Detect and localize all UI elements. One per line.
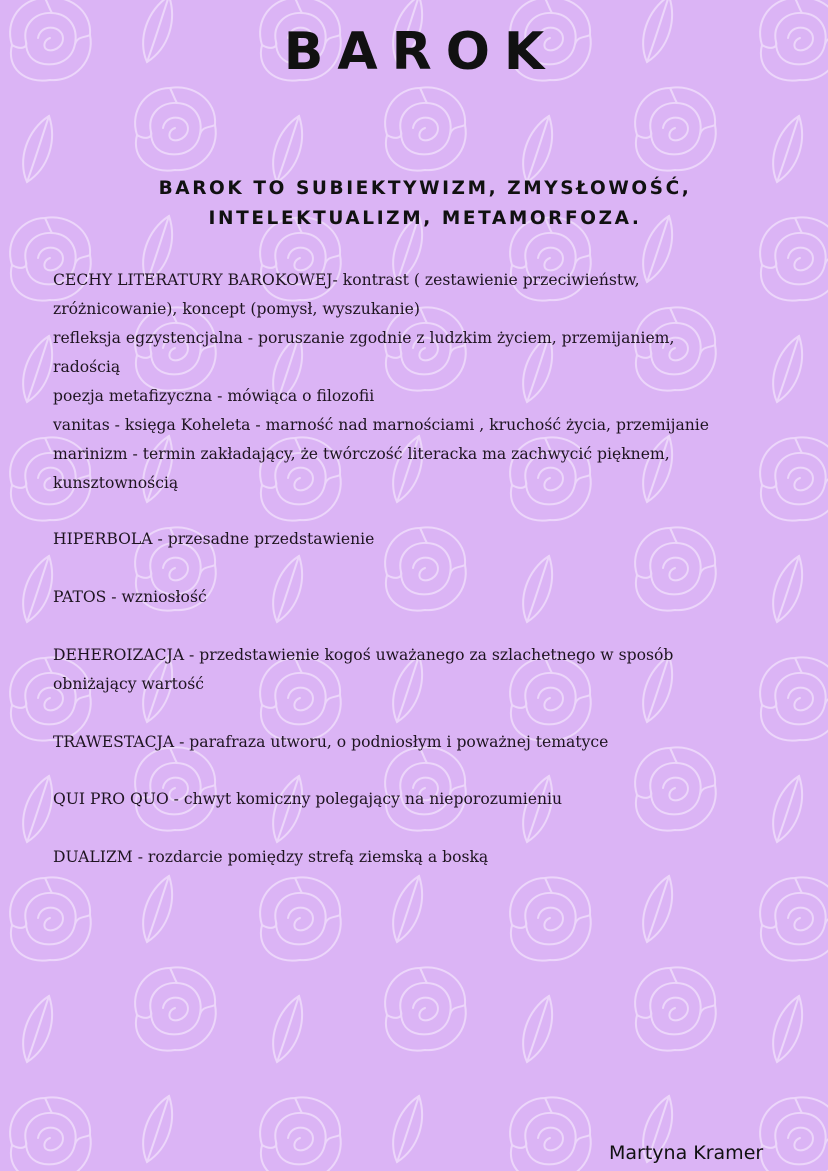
text-line: vanitas - księga Koheleta - marność nad marnościami , kruchość życia, przemijanie: [53, 416, 710, 434]
term-trawestacja: [53, 728, 813, 757]
text-line: TRAWESTACJA - parafraza utworu, o podniosłym i poważnej tematyce: [53, 733, 609, 751]
subtitle-line: BAROK TO SUBIEKTYWIZM, ZMYSŁOWOŚĆ,: [158, 178, 692, 199]
term-qui-pro-quo: [53, 785, 813, 814]
term-hiperbola: [53, 525, 813, 554]
term-patos: [53, 583, 813, 612]
text-line: marinizm - termin zakładający, że twórczość literacka ma zachwycić pięknem,: [53, 445, 670, 463]
text-line: DUALIZM - rozdarcie pomiędzy strefą ziemską a boską: [53, 848, 489, 866]
text-line: CECHY LITERATURY BAROKOWEJ- kontrast ( zestawienie przeciwieństw,: [53, 271, 640, 289]
term-dualizm: [53, 843, 813, 872]
text-line: refleksja egzystencjalna - poruszanie zgodnie z ludzkim życiem, przemijaniem,: [53, 329, 675, 347]
text-line: DEHEROIZACJA - przedstawienie kogoś uważanego za szlachetnego w sposób: [53, 646, 674, 664]
text-line: obniżający wartość: [53, 675, 205, 693]
baroque-features-paragraph: [53, 266, 813, 498]
text-line: zróżnicowanie), koncept (pomysł, wyszukanie): [53, 300, 420, 318]
term-deheroizacja: [53, 641, 813, 699]
text-line: QUI PRO QUO - chwyt komiczny polegający na nieporozumieniu: [53, 790, 563, 808]
text-line: radością: [53, 358, 121, 376]
subtitle: [110, 174, 740, 234]
text-line: poezja metafizyczna - mówiąca o filozofii: [53, 387, 375, 405]
subtitle-line: INTELEKTUALIZM, METAMORFOZA.: [208, 208, 642, 229]
text-line: kunsztownością: [53, 474, 179, 492]
author-signature: Martyna Kramer: [609, 1142, 764, 1164]
text-line: PATOS - wzniosłość: [53, 588, 207, 606]
page-title: BAROK: [283, 22, 559, 82]
text-line: HIPERBOLA - przesadne przedstawienie: [53, 530, 375, 548]
